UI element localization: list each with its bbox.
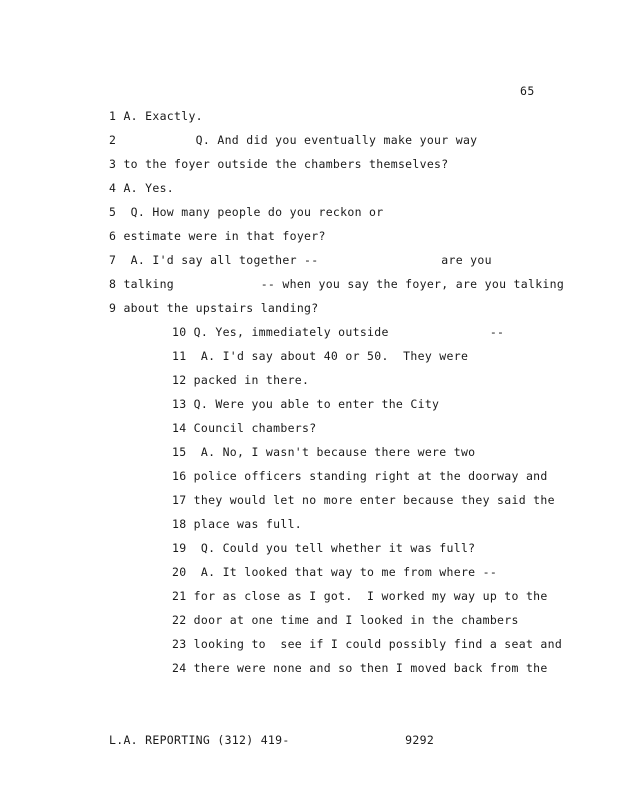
- transcript-line-14: 14 Council chambers?: [172, 421, 317, 435]
- transcript-line-7: 7 A. I'd say all together -- are you: [109, 253, 492, 267]
- transcript-line-11: 11 A. I'd say about 40 or 50. They were: [172, 349, 469, 363]
- transcript-line-17: 17 they would let no more enter because they said the: [172, 493, 555, 507]
- transcript-line-16: 16 police officers standing right at the doorway and: [172, 469, 548, 483]
- transcript-line-6: 6 estimate were in that foyer?: [109, 229, 326, 243]
- transcript-line-9: 9 about the upstairs landing?: [109, 301, 319, 315]
- transcript-line-18: 18 place was full.: [172, 517, 303, 531]
- transcript-line-1: 1 A. Exactly.: [109, 109, 203, 123]
- transcript-line-3: 3 to the foyer outside the chambers themselves?: [109, 157, 449, 171]
- transcript-line-4: 4 A. Yes.: [109, 181, 175, 195]
- transcript-line-24: 24 there were none and so then I moved back from the: [172, 661, 548, 675]
- transcript-line-12: 12 packed in there.: [172, 373, 310, 387]
- transcript-line-15: 15 A. No, I wasn't because there were two: [172, 445, 476, 459]
- transcript-line-20: 20 A. It looked that way to me from where --: [172, 565, 498, 579]
- transcript-line-13: 13 Q. Were you able to enter the City: [172, 397, 440, 411]
- reporter-footer: L.A. REPORTING (312) 419- 9292: [109, 733, 435, 747]
- transcript-line-5: 5 Q. How many people do you reckon or: [109, 205, 384, 219]
- transcript-line-10: 10 Q. Yes, immediately outside --: [172, 325, 505, 339]
- transcript-line-21: 21 for as close as I got. I worked my way up to the: [172, 589, 548, 603]
- transcript-line-22: 22 door at one time and I looked in the chambers: [172, 613, 519, 627]
- transcript-line-2: 2 Q. And did you eventually make your way: [109, 133, 478, 147]
- transcript-line-19: 19 Q. Could you tell whether it was full?: [172, 541, 476, 555]
- page-number: 65: [520, 84, 535, 98]
- transcript-line-8: 8 talking -- when you say the foyer, are you talking: [109, 277, 565, 291]
- transcript-line-23: 23 looking to see if I could possibly find a seat and: [172, 637, 563, 651]
